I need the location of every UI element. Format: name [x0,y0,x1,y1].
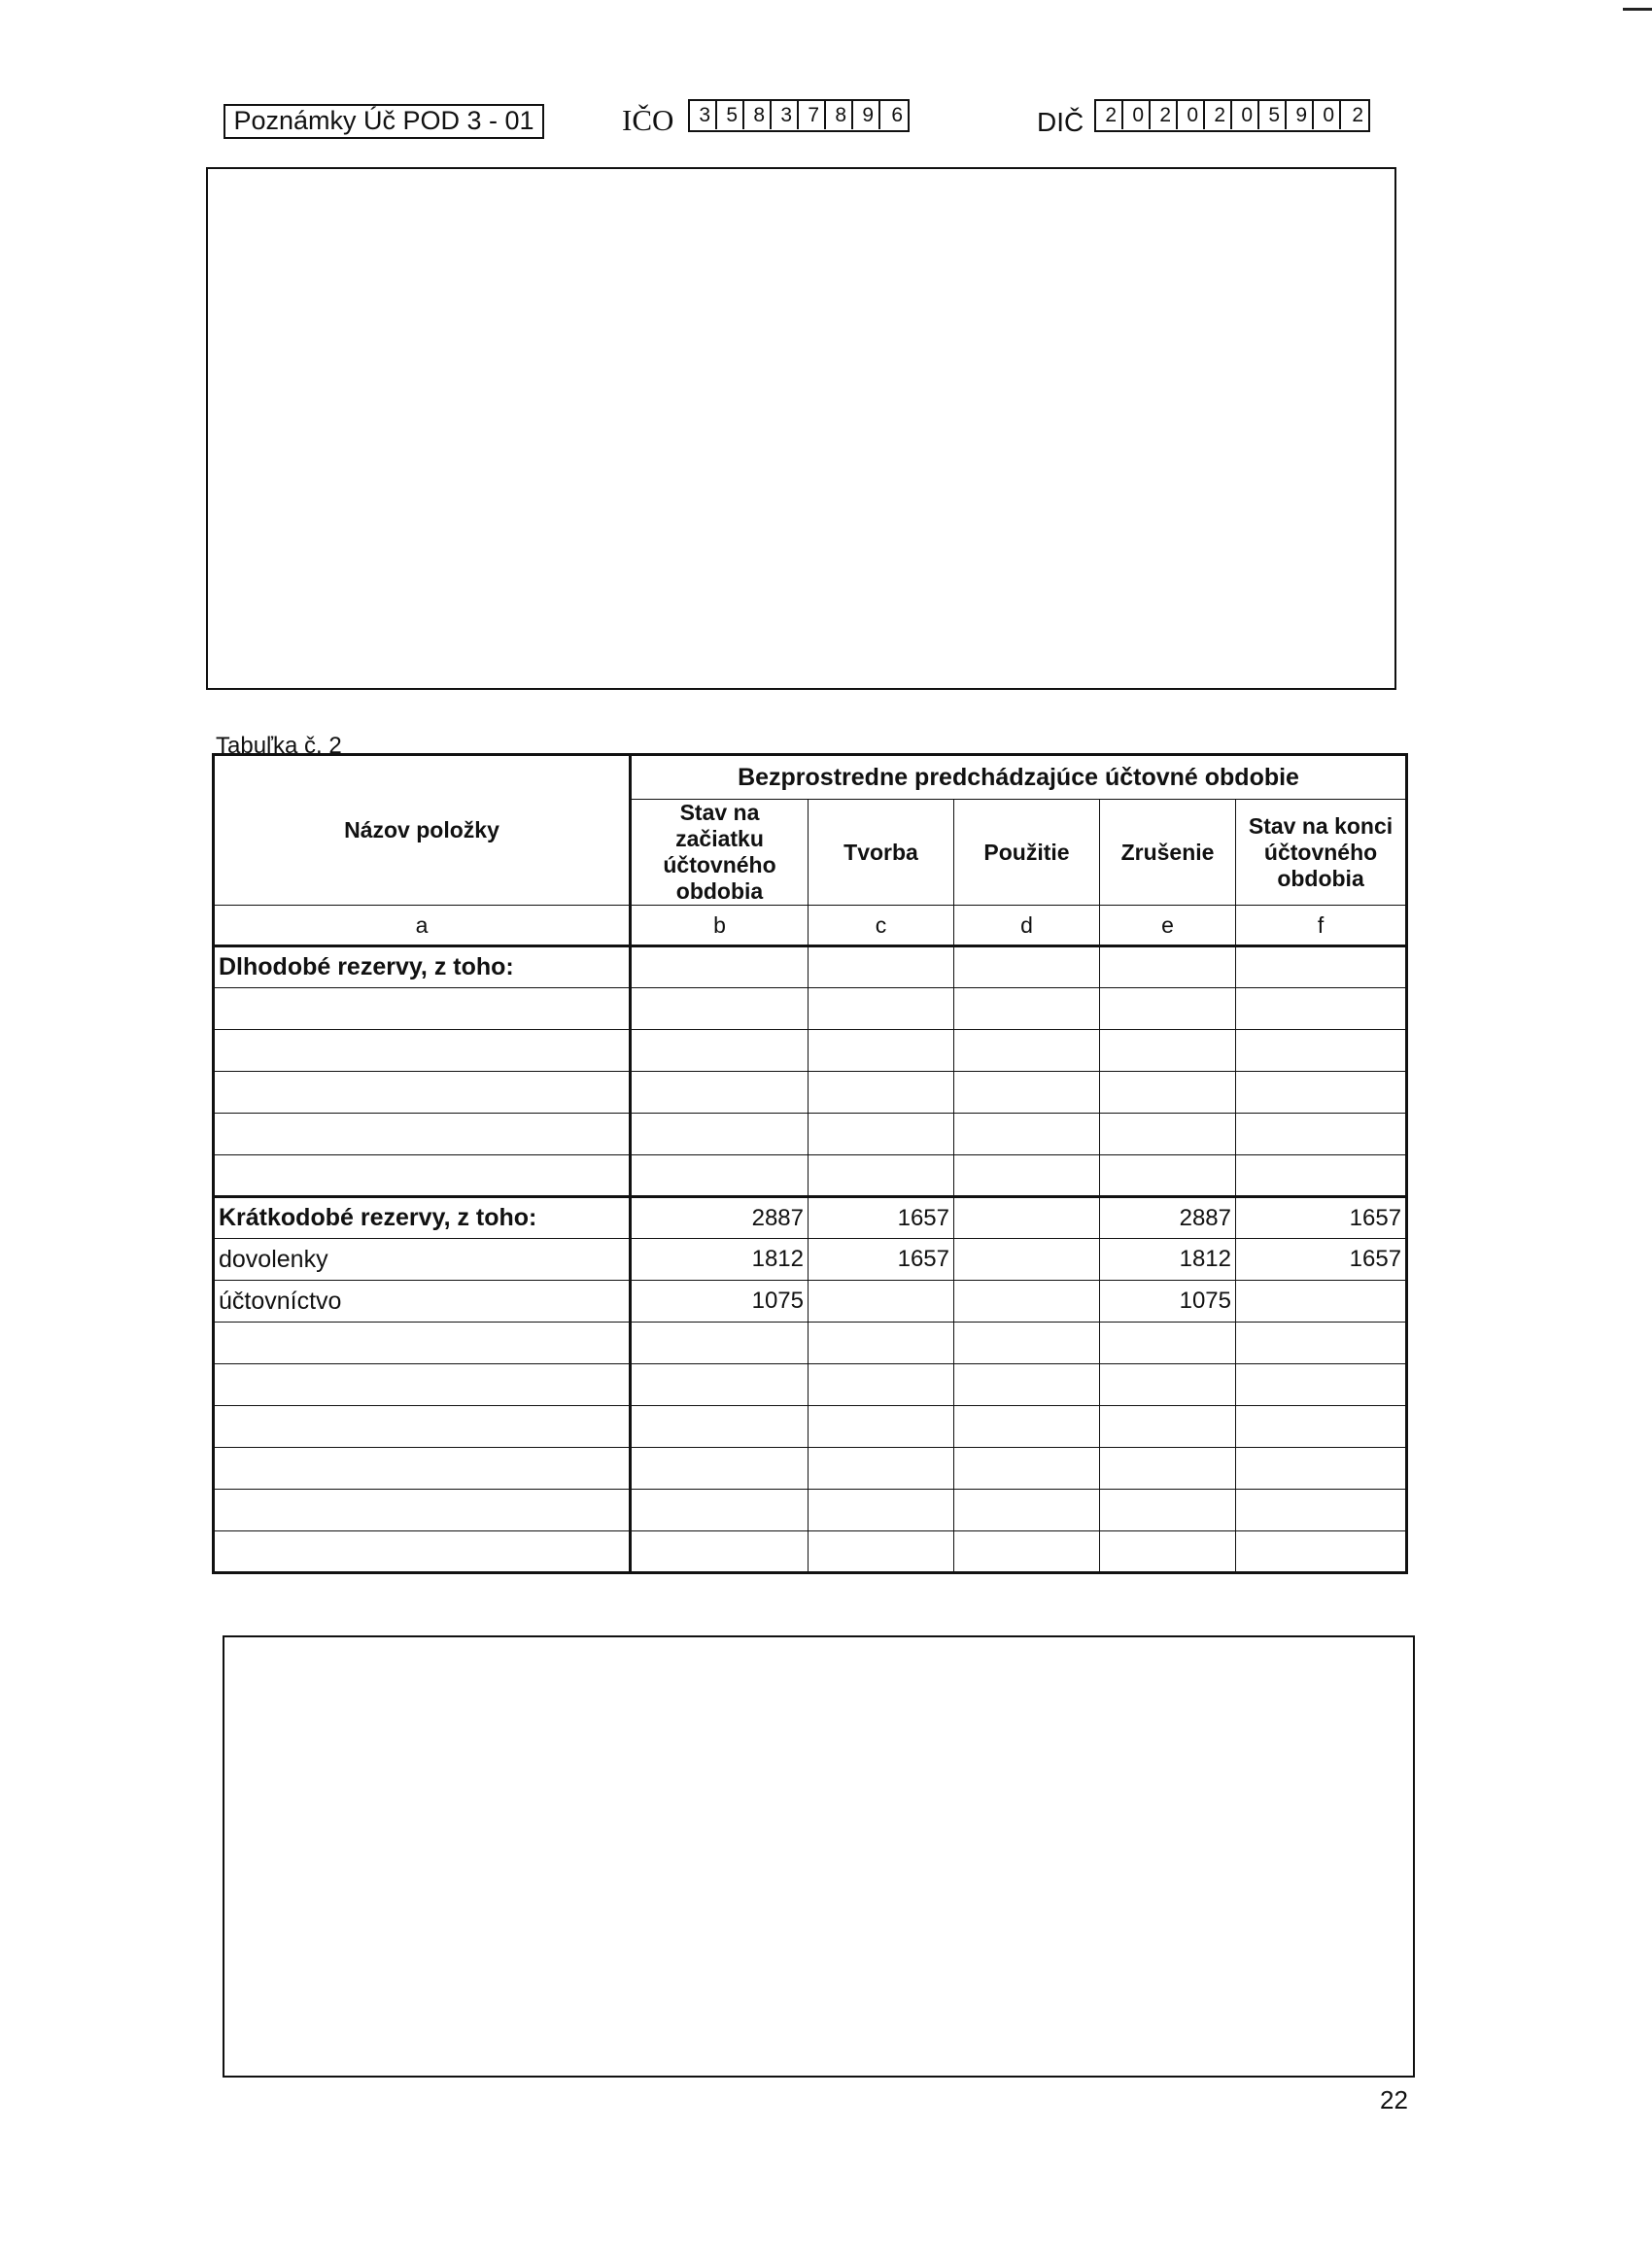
col-header-f: Stav na konci účtovného obdobia [1236,800,1407,906]
table-row [214,1030,1407,1072]
notes-text-box-bottom [223,1635,1415,2078]
row-name: účtovníctvo [214,1281,631,1323]
table-row [214,1448,1407,1490]
cell-b [631,1072,809,1114]
cell-e [1100,1030,1236,1072]
cell-f [1236,988,1407,1030]
dic-digit-boxes [1094,99,1370,132]
row-name [214,1490,631,1531]
dic-digit: 2 [1352,104,1363,126]
cell-d [954,1072,1100,1114]
header-row-group [214,755,1407,800]
cell-e [1100,1406,1236,1448]
ico-digit: 5 [717,101,744,129]
cell-b [631,1531,809,1573]
row-name [214,1531,631,1573]
row-name [214,1448,631,1490]
cell-b [631,946,809,988]
cell-c: 1657 [809,1239,954,1281]
cell-b [631,1030,809,1072]
cell-c [809,1406,954,1448]
letter-row [214,906,1407,946]
cell-e: 1075 [1100,1281,1236,1323]
dic-digit: 2 [1151,101,1178,129]
letter-cell: d [954,906,1100,946]
cell-e [1100,1155,1236,1197]
cell-e [1100,1490,1236,1531]
cell-b [631,1490,809,1531]
dic-digit: 0 [1232,101,1259,129]
row-name [214,1072,631,1114]
reserves-table-wrapper [212,753,1405,1608]
cell-f: 1657 [1236,1239,1407,1281]
table-row [214,1114,1407,1155]
cell-e: 1812 [1100,1239,1236,1281]
col-header-e: Zrušenie [1100,800,1236,906]
cell-f [1236,1155,1407,1197]
cell-c [809,1072,954,1114]
cell-b [631,1448,809,1490]
page-number: 22 [1380,2085,1408,2114]
cell-c [809,1490,954,1531]
col-group-header: Bezprostredne predchádzajúce účtovné obdobie [631,755,1407,800]
ico-digit: 3 [772,101,799,129]
ico-digit: 9 [853,101,880,129]
table-row [214,1490,1407,1531]
table-row [214,1323,1407,1364]
ico-label: IČO [622,103,674,137]
notes-text-box-top [206,167,1396,690]
letter-cell: e [1100,906,1236,946]
cell-c: 1657 [809,1197,954,1239]
cell-c [809,988,954,1030]
cell-e [1100,1323,1236,1364]
row-name [214,988,631,1030]
cell-c [809,1155,954,1197]
ico-digit: 7 [799,101,826,129]
cell-e [1100,1364,1236,1406]
cell-b [631,1364,809,1406]
cell-c [809,1323,954,1364]
cell-c [809,1030,954,1072]
form-id-box: Poznámky Úč POD 3 - 01 [224,104,544,139]
row-name [214,1114,631,1155]
row-name [214,1030,631,1072]
cell-e [1100,988,1236,1030]
col-header-d: Použitie [954,800,1100,906]
row-name [214,1323,631,1364]
letter-cell: c [809,906,954,946]
ico-digit: 8 [826,101,853,129]
letter-cell: f [1236,906,1407,946]
dic-digit: 0 [1314,101,1341,129]
cell-f [1236,1406,1407,1448]
cell-d [954,1155,1100,1197]
letter-cell: b [631,906,809,946]
cell-b [631,988,809,1030]
cell-f [1236,1281,1407,1323]
dic-digit: 5 [1259,101,1287,129]
row-name [214,1155,631,1197]
cell-c [809,1531,954,1573]
cell-d [954,1239,1100,1281]
cell-b: 1075 [631,1281,809,1323]
cell-f [1236,1114,1407,1155]
dic-digit: 9 [1287,101,1314,129]
cell-d [954,1490,1100,1531]
cell-d [954,1448,1100,1490]
cell-e [1100,1448,1236,1490]
col-header-b: Stav na začiatku účtovného obdobia [631,800,809,906]
cell-f [1236,1448,1407,1490]
col-header-name: Názov položky [214,755,631,906]
dic-digit: 0 [1123,101,1151,129]
row-name: Dlhodobé rezervy, z toho: [214,946,631,988]
table-row [214,1531,1407,1573]
cell-f [1236,946,1407,988]
scan-edge-mark [1623,8,1652,11]
dic-digit: 0 [1178,101,1205,129]
cell-d [954,988,1100,1030]
cell-d [954,1281,1100,1323]
ico-digit-boxes [688,99,910,132]
cell-f [1236,1490,1407,1531]
cell-f [1236,1072,1407,1114]
cell-c [809,1364,954,1406]
ico-digit: 8 [744,101,772,129]
table-row [214,946,1407,988]
cell-d [954,1114,1100,1155]
cell-b [631,1323,809,1364]
table-row [214,1197,1407,1239]
row-name: dovolenky [214,1239,631,1281]
cell-d [954,946,1100,988]
cell-e: 2887 [1100,1197,1236,1239]
cell-d [954,1531,1100,1573]
cell-d [954,1030,1100,1072]
table-row [214,1239,1407,1281]
cell-f [1236,1323,1407,1364]
cell-f [1236,1364,1407,1406]
cell-b: 1812 [631,1239,809,1281]
dic-digit: 2 [1205,101,1232,129]
cell-f: 1657 [1236,1197,1407,1239]
cell-c [809,1448,954,1490]
cell-b [631,1114,809,1155]
cell-f [1236,1030,1407,1072]
cell-b: 2887 [631,1197,809,1239]
table-row [214,988,1407,1030]
dic-digit: 2 [1096,101,1123,129]
reserves-table [212,753,1408,1574]
cell-b [631,1406,809,1448]
table-row [214,1406,1407,1448]
cell-e [1100,1072,1236,1114]
cell-e [1100,1531,1236,1573]
cell-c [809,946,954,988]
cell-d [954,1406,1100,1448]
ico-digit: 6 [891,104,903,126]
cell-d [954,1364,1100,1406]
dic-label: DIČ [1037,107,1084,137]
cell-c [809,1114,954,1155]
row-name [214,1364,631,1406]
row-name: Krátkodobé rezervy, z toho: [214,1197,631,1239]
table-row [214,1281,1407,1323]
row-name [214,1406,631,1448]
letter-cell: a [214,906,631,946]
cell-b [631,1155,809,1197]
ico-digit: 3 [690,101,717,129]
cell-e [1100,946,1236,988]
table-row [214,1155,1407,1197]
table-row [214,1364,1407,1406]
col-header-c: Tvorba [809,800,954,906]
cell-d [954,1323,1100,1364]
cell-c [809,1281,954,1323]
table-caption: Tabuľka č. 2 [216,733,342,759]
cell-d [954,1197,1100,1239]
cell-e [1100,1114,1236,1155]
cell-f [1236,1531,1407,1573]
table-row [214,1072,1407,1114]
